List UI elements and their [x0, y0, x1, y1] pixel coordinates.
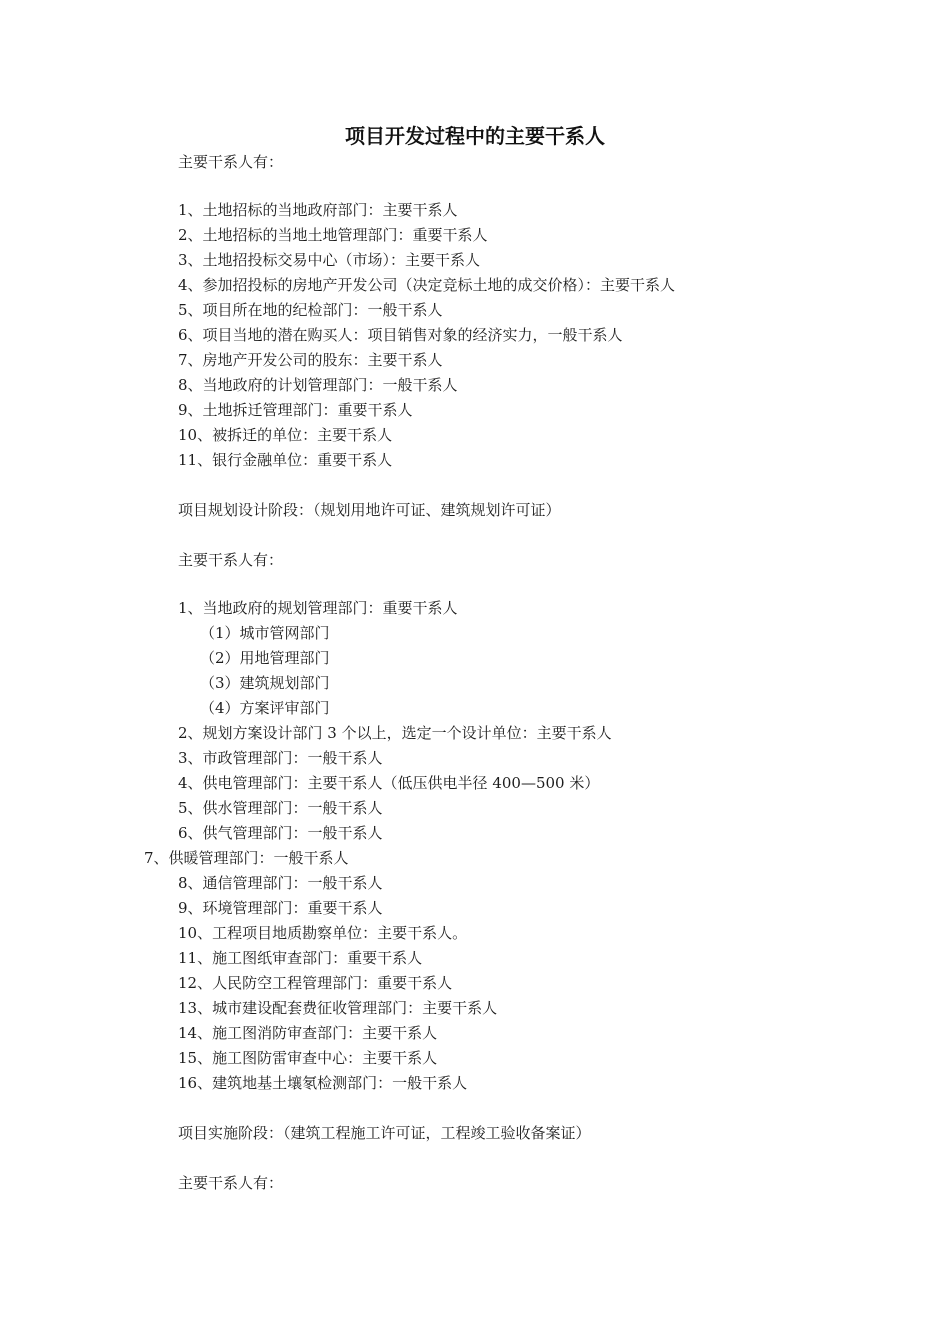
list-item: 2、规划方案设计部门 3 个以上，选定一个设计单位：主要干系人	[178, 724, 612, 742]
list-item: 4、供电管理部门：主要干系人（低压供电半径 400—500 米）	[178, 774, 600, 792]
sub-list-item: （2）用地管理部门	[200, 649, 330, 667]
list-item: 14、施工图消防审查部门：主要干系人	[178, 1024, 438, 1042]
list-item: 6、项目当地的潜在购买人：项目销售对象的经济实力，一般干系人	[178, 326, 623, 344]
list-item: 8、当地政府的计划管理部门：一般干系人	[178, 376, 458, 394]
document-title: 项目开发过程中的主要干系人	[345, 124, 605, 148]
section3-heading: 主要干系人有：	[178, 1174, 284, 1192]
list-item: 16、建筑地基土壤氡检测部门：一般干系人	[178, 1074, 468, 1092]
list-item: 13、城市建设配套费征收管理部门：主要干系人	[178, 999, 498, 1017]
list-item: 5、供水管理部门：一般干系人	[178, 799, 383, 817]
list-item: 7、房地产开发公司的股东：主要干系人	[178, 351, 443, 369]
list-item: 10、被拆迁的单位：主要干系人	[178, 426, 393, 444]
list-item: 15、施工图防雷审查中心：主要干系人	[178, 1049, 438, 1067]
list-item: 12、人民防空工程管理部门：重要干系人	[178, 974, 453, 992]
list-item: 2、土地招标的当地土地管理部门：重要干系人	[178, 226, 488, 244]
list-item: 11、施工图纸审查部门：重要干系人	[178, 949, 423, 967]
list-item: 3、土地招投标交易中心（市场）：主要干系人	[178, 251, 481, 269]
list-item: 1、当地政府的规划管理部门：重要干系人	[178, 599, 458, 617]
list-item: 4、参加招投标的房地产开发公司（决定竞标土地的成交价格）：主要干系人	[178, 276, 676, 294]
list-item: 3、市政管理部门：一般干系人	[178, 749, 383, 767]
list-item: 7、供暖管理部门：一般干系人	[144, 849, 349, 867]
section2-heading: 主要干系人有：	[178, 551, 284, 569]
list-item: 5、项目所在地的纪检部门：一般干系人	[178, 301, 443, 319]
sub-list-item: （4）方案评审部门	[200, 699, 330, 717]
section1-heading: 主要干系人有：	[178, 153, 284, 171]
list-item: 9、环境管理部门：重要干系人	[178, 899, 383, 917]
list-item: 11、银行金融单位：重要干系人	[178, 451, 393, 469]
list-item: 1、土地招标的当地政府部门：主要干系人	[178, 201, 458, 219]
section3-stage: 项目实施阶段：（建筑工程施工许可证，工程竣工验收备案证）	[178, 1124, 591, 1142]
list-item: 8、通信管理部门：一般干系人	[178, 874, 383, 892]
sub-list-item: （1）城市管网部门	[200, 624, 330, 642]
section2-stage: 项目规划设计阶段：（规划用地许可证、建筑规划许可证）	[178, 501, 561, 519]
list-item: 10、工程项目地质勘察单位：主要干系人。	[178, 924, 468, 942]
list-item: 6、供气管理部门：一般干系人	[178, 824, 383, 842]
list-item: 9、土地拆迁管理部门：重要干系人	[178, 401, 413, 419]
sub-list-item: （3）建筑规划部门	[200, 674, 330, 692]
